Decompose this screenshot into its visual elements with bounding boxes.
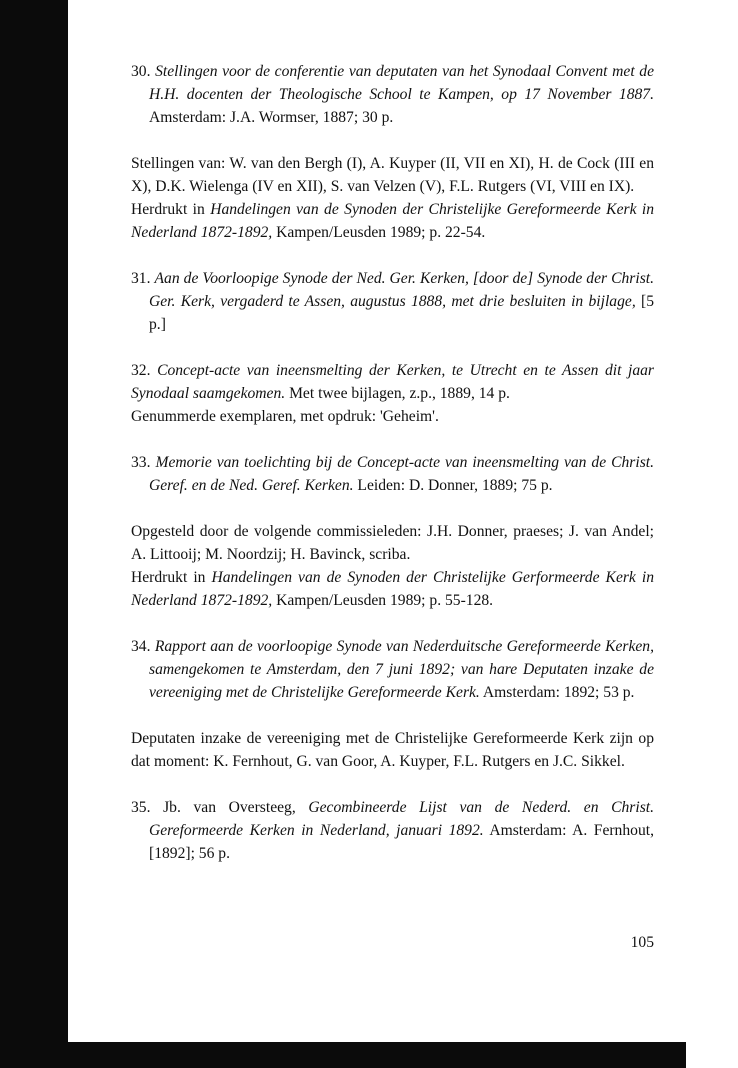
scan-border-left	[0, 0, 68, 1068]
reprint-prefix: Herdrukt in	[131, 201, 211, 218]
reprint-prefix: Herdrukt in	[131, 569, 212, 586]
entry-publication: [5 p.]	[149, 293, 654, 333]
entry-title: Stellingen voor de conferentie van deputaten van het Synodaal Convent met de H.H. docenten der Theologische School te Kampen, op 17 November 1887.	[149, 63, 654, 103]
entry-32	[131, 359, 654, 405]
bibliography-page	[131, 60, 654, 865]
reprint-title: Handelingen van de Synoden der Christelijke Gereformeerde Kerk in Nederland 1872-1892,	[131, 201, 655, 241]
entry-note: Genummerde exemplaren, met opdruk: 'Geheim'.	[131, 408, 439, 425]
reprint-title: Handelingen van de Synoden der Christelijke Gerformeerde Kerk in Nederland 1872-1892,	[131, 569, 655, 609]
entry-title: Rapport aan de voorloopige Synode van Nederduitsche Gereformeerde Kerken, samengekomen te Amsterdam, den 7 juni 1892; van hare Deputaten inzake de vereeniging met de Christelijke Gereformeerde Kerk.	[149, 638, 655, 701]
entry-33	[131, 451, 654, 497]
reprint-details: Kampen/Leusden 1989; p. 22-54.	[272, 224, 486, 241]
entry-number: 33.	[131, 454, 151, 471]
entry-30	[131, 60, 654, 129]
entry-number: 34.	[131, 638, 151, 655]
entry-reprint	[131, 566, 654, 612]
scan-border-bottom	[0, 1042, 686, 1068]
entry-publication: Amsterdam: A. Fernhout, [1892]; 56 p.	[149, 822, 654, 862]
entry-note: Stellingen van: W. van den Bergh (I), A. Kuyper (II, VII en XI), H. de Cock (III en X), D.K. Wielenga (IV en XII), S. van Velzen (V), F.L. Rutgers (VI, VIII en IX).	[131, 155, 654, 195]
reprint-details: Kampen/Leusden 1989; p. 55-128.	[272, 592, 494, 609]
entry-note: Opgesteld door de volgende commissieleden: J.H. Donner, praeses; J. van Andel; A. Littooij; M. Noordzij; H. Bavinck, scriba.	[131, 523, 654, 563]
entry-number: 30.	[131, 63, 151, 80]
entry-number: 32.	[131, 362, 151, 379]
entry-publication: Amsterdam: 1892; 53 p.	[479, 684, 635, 701]
entry-publication: Leiden: D. Donner, 1889; 75 p.	[353, 477, 553, 494]
entry-publication: Met twee bijlagen, z.p., 1889, 14 p.	[285, 385, 510, 402]
entry-34	[131, 635, 654, 704]
page-number: 105	[630, 934, 654, 951]
entry-author: Jb. van Oversteeg,	[150, 799, 309, 816]
entry-reprint	[131, 198, 654, 244]
entry-number: 35.	[131, 799, 151, 816]
entry-title: Concept-acte van ineensmelting der Kerken, te Utrecht en te Assen dit jaar Synodaal saamgekomen.	[131, 362, 654, 402]
entry-number: 31.	[131, 270, 151, 287]
entry-title: Gecombineerde Lijst van de Nederd. en Christ. Gereformeerde Kerken in Nederland, januari 1892.	[149, 799, 655, 839]
entry-note: Deputaten inzake de vereeniging met de Christelijke Gereformeerde Kerk zijn op dat moment: K. Fernhout, G. van Goor, A. Kuyper, F.L. Rutgers en J.C. Sikkel.	[131, 730, 654, 770]
entry-35	[131, 796, 654, 865]
entry-31	[131, 267, 654, 336]
entry-title: Aan de Voorloopige Synode der Ned. Ger. Kerken, [door de] Synode der Christ. Ger. Kerk, vergaderd te Assen, augustus 1888, met drie besluiten in bijlage,	[149, 270, 655, 310]
entry-publication: Amsterdam: J.A. Wormser, 1887; 30 p.	[149, 109, 394, 126]
entry-title: Memorie van toelichting bij de Concept-acte van ineensmelting van de Christ. Geref. en de Ned. Geref. Kerken.	[149, 454, 654, 494]
